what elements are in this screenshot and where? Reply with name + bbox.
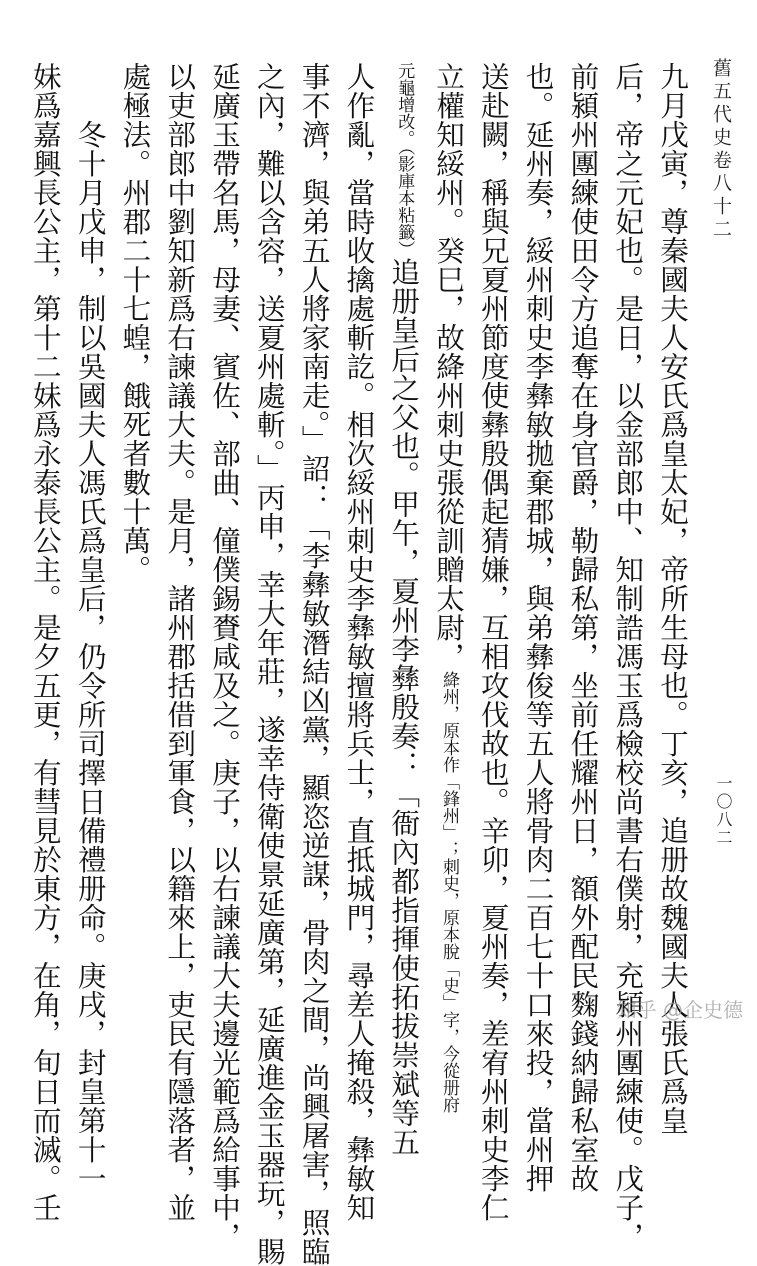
text-column: 之內，難以含容，送夏州處斬。」丙申，幸大年莊，遂幸侍衛使景延廣第，延廣進金玉器玩，賜 xyxy=(252,62,287,1266)
text-column: 后，帝之元妃也。是日，以金部郎中、知制誥馮玉爲檢校尚書右僕射，充潁州團練使。戊子， xyxy=(611,62,646,1251)
text-segment: 追册皇后之父也。甲午，夏州李彝殷奏：「衙內都指揮使拓拔崇斌等五 xyxy=(387,257,422,1157)
zhihu-watermark: 知乎 @企史德 xyxy=(616,998,743,1022)
text-column: 以吏部郎中劉知新爲右諫議大夫。是月，諸州郡括借到軍食，以籍來上，吏民有隱落者，並 xyxy=(163,62,198,1222)
text-column: 也。延州奏，綏州刺史李彝敏拋棄郡城，與弟彝俊等五人將骨肉二百七十口來投，當州押 xyxy=(521,62,556,1193)
text-column: 事不濟，與弟五人將家南走。」詔：「李彝敏潛結凶黨，顯恣逆謀，骨肉之間，尚興屠害，照臨 xyxy=(297,62,332,1266)
text-column: 送赴闕，稱與兄夏州節度使彝殷偶起猜嫌，互相攻伐故也。辛卯，夏州奏，差宥州刺史李仁 xyxy=(476,62,511,1222)
collation-note: 絳州，原本作「鋒州」；刺史，原本脫「史」字，今從册府 xyxy=(439,671,460,1113)
page-number: 一〇八二 xyxy=(714,775,733,847)
text-segment: 立權知綏州。癸巳，故絳州刺史張從訓贈太尉， xyxy=(432,62,467,671)
text-column: 處極法。州郡二十七蝗，餓死者數十萬。 xyxy=(118,62,153,584)
text-column: 九月戊寅，尊秦國夫人安氏爲皇太妃，帝所生母也。丁亥，追册故魏國夫人張氏爲皇 xyxy=(656,62,690,1135)
text-column: 妹爲嘉興長公主，第十二妹爲永泰長公主。是夕五更，有彗見於東方，在角，旬日而滅。壬 xyxy=(28,62,63,1222)
running-header-title: 舊五代史卷八十二 xyxy=(710,58,732,242)
text-column: 人作亂，當時收擒處斬訖。相次綏州刺史李彝敏擅將兵士，直抵城門，尋差人掩殺，彝敏知 xyxy=(342,62,377,1222)
text-column: 冬十月戊申，制以吳國夫人馮氏爲皇后，仍令所司擇日備禮册命。庚戌，封皇第十一 xyxy=(73,120,108,1193)
text-column: 前潁州團練使田令方追奪在身官爵，勒歸私第，坐前任耀州日，額外配民麴錢納歸私室故 xyxy=(566,62,601,1193)
text-column-with-note xyxy=(381,62,426,1157)
collation-note: 元龜增改。（影庫本粘籤） xyxy=(394,62,415,258)
text-column: 延廣玉帶名馬，母妻、賓佐、部曲、僮僕錫賚咸及之。庚子，以右諫議大夫邊光範爲給事中， xyxy=(208,62,243,1251)
text-column-with-note xyxy=(426,62,471,1113)
